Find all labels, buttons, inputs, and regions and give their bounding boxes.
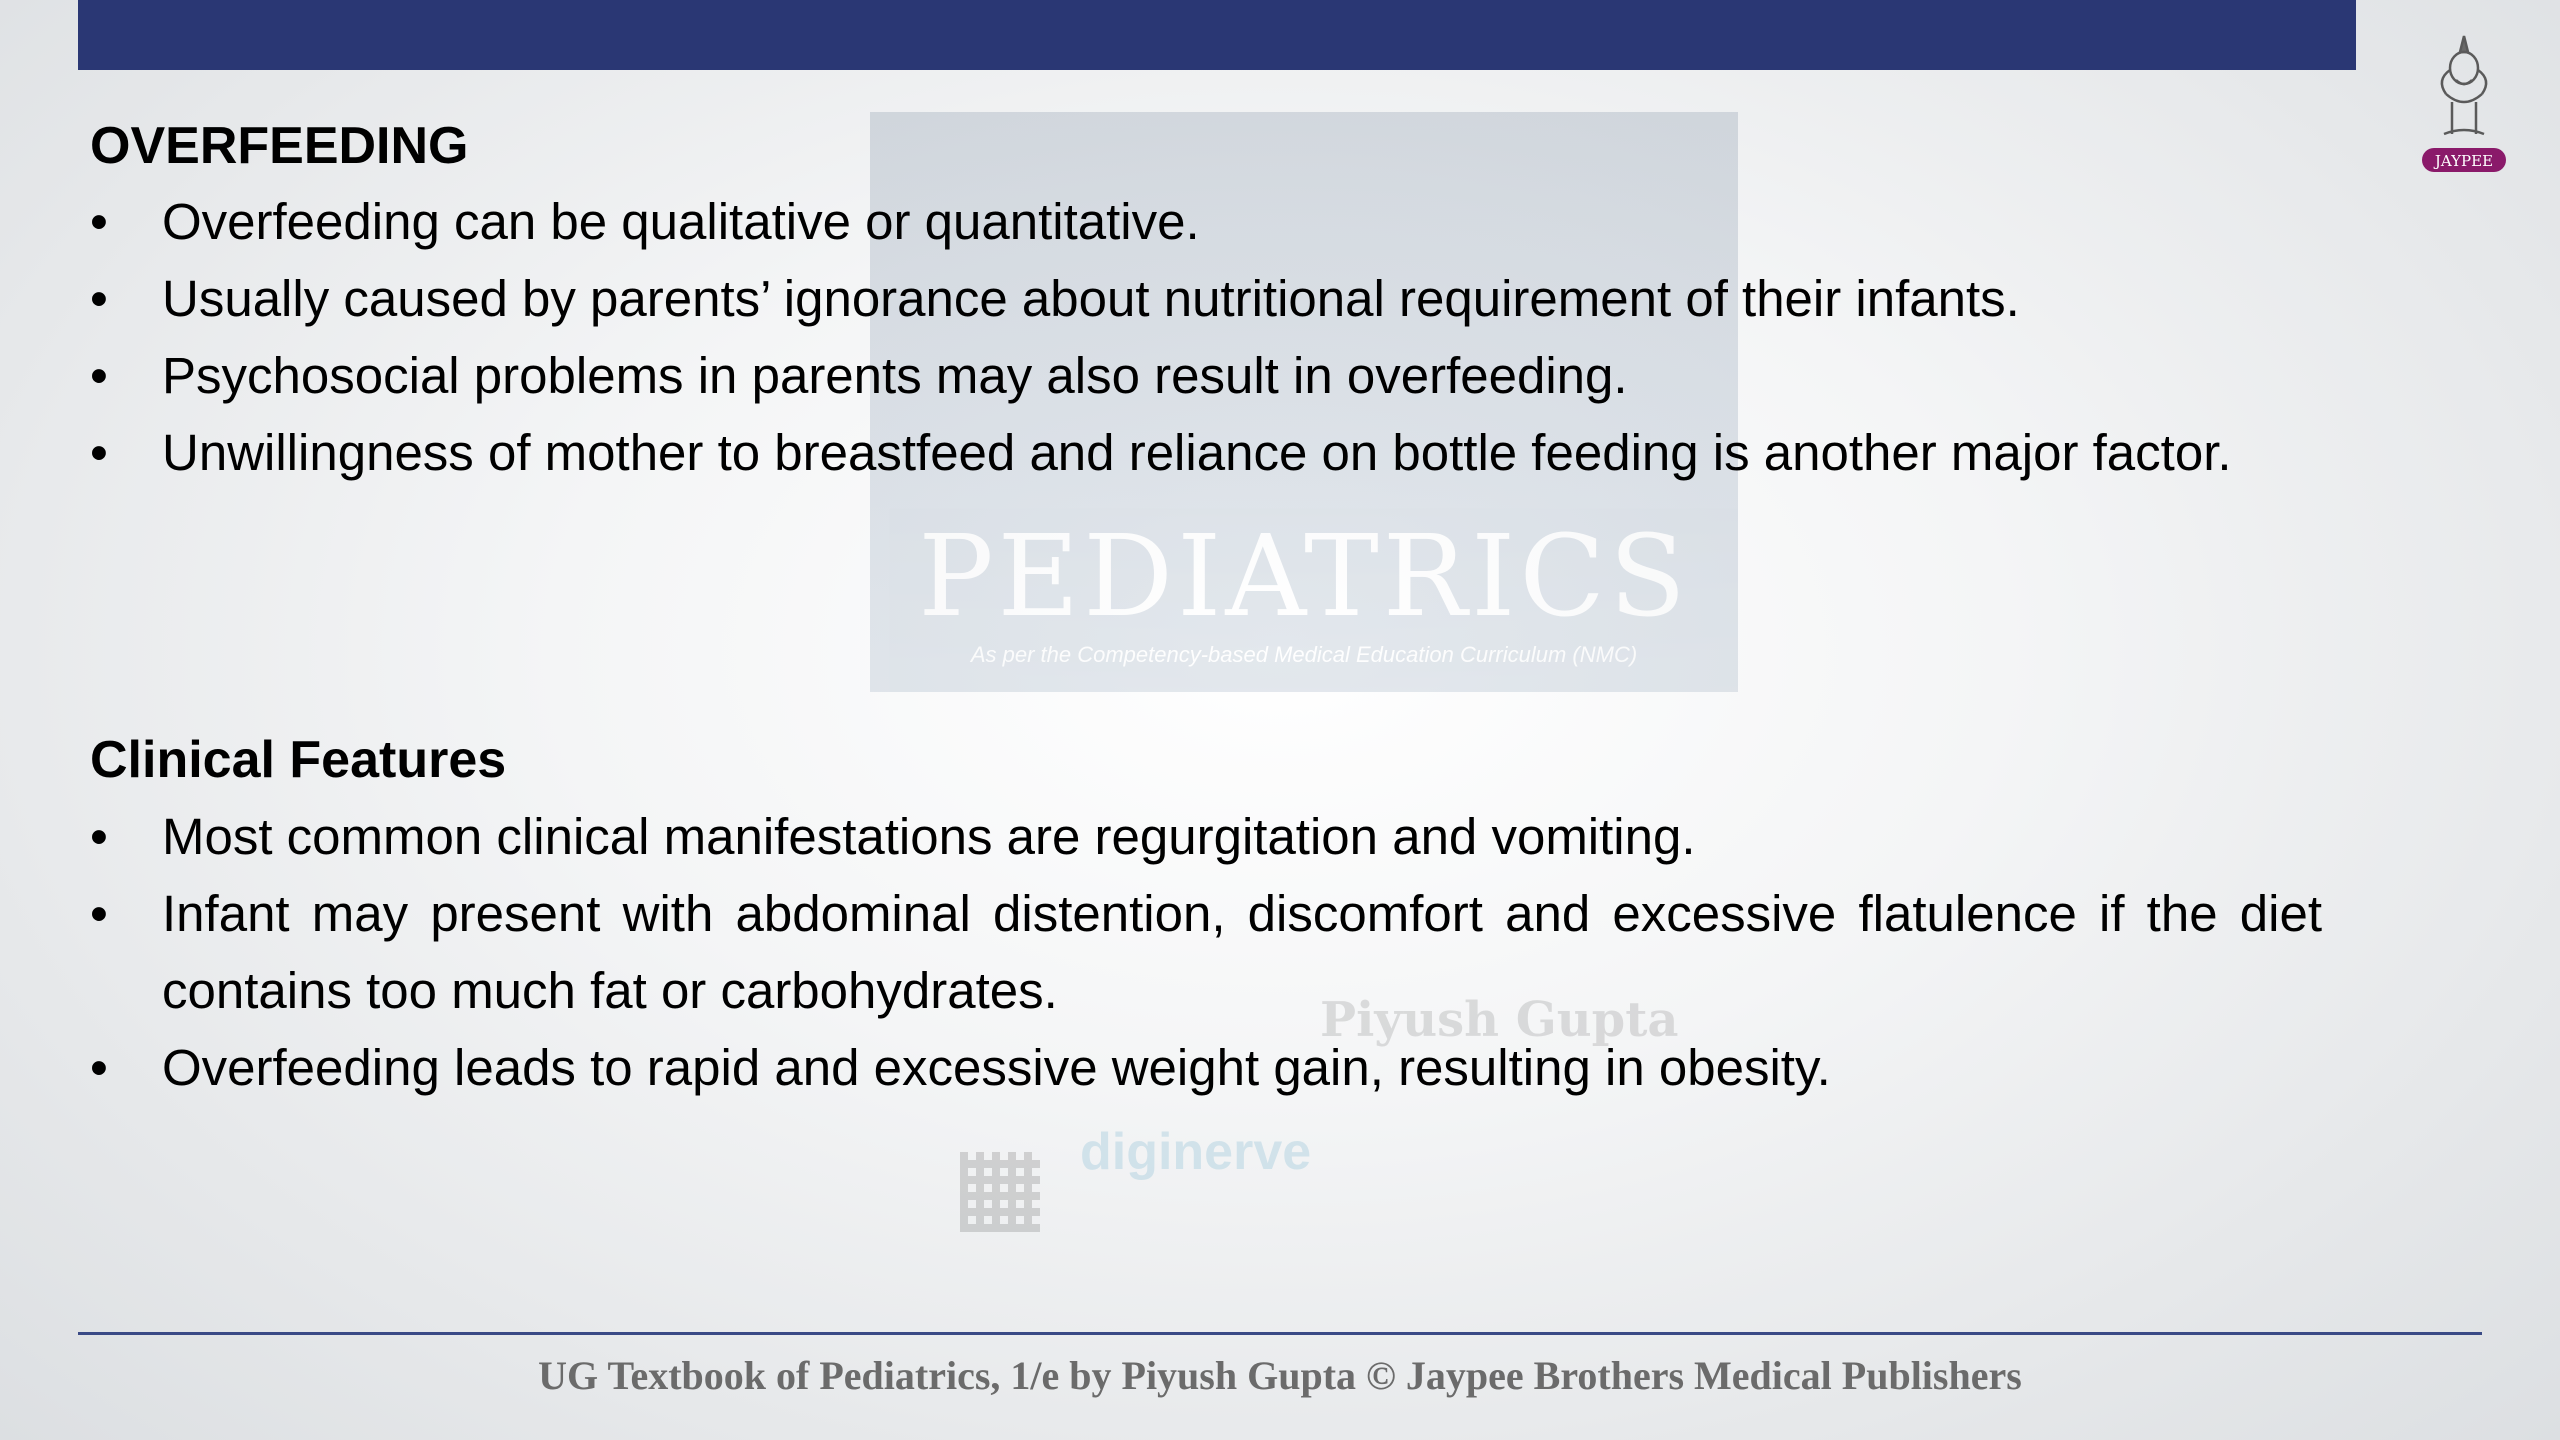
- bullet-icon: •: [90, 885, 108, 942]
- bullet-item: [90, 798, 2322, 875]
- bullet-icon: •: [90, 424, 108, 481]
- bullet-icon: •: [90, 193, 108, 250]
- bullet-text: Usually caused by parents’ ignorance about nutritional requirement of their infants.: [162, 270, 2020, 327]
- bullet-text: Unwillingness of mother to breastfeed and reliance on bottle feeding is another major factor.: [162, 424, 2232, 481]
- bullet-icon: •: [90, 347, 108, 404]
- bullet-icon: •: [90, 808, 108, 865]
- bullet-item: [90, 414, 2322, 491]
- logo-label: JAYPEE: [2434, 152, 2494, 170]
- bullet-item: [90, 260, 2322, 337]
- watermark-subtitle: As per the Competency-based Medical Education Curriculum (NMC): [970, 642, 1638, 667]
- bullet-item: [90, 337, 2322, 414]
- bullet-icon: •: [90, 270, 108, 327]
- bullet-text: Infant may present with abdominal distention, discomfort and excessive flatulence if the diet contains too much fat or carbohydrates.: [162, 885, 2322, 1019]
- section-heading-clinical-features: Clinical Features: [90, 731, 507, 789]
- section-heading-overfeeding: OVERFEEDING: [90, 117, 469, 175]
- bullet-item: [90, 1029, 2322, 1106]
- bullet-icon: •: [90, 1039, 108, 1096]
- footer-copyright: UG Textbook of Pediatrics, 1/e by Piyush Gupta © Jaypee Brothers Medical Publishers: [538, 1353, 2022, 1398]
- bullet-text: Most common clinical manifestations are regurgitation and vomiting.: [162, 808, 1696, 865]
- watermark-title: PEDIATRICS: [918, 512, 1690, 642]
- watermark-brand: diginerve: [1080, 1123, 1312, 1181]
- footer-divider: [78, 1332, 2482, 1335]
- bullet-text: Overfeeding leads to rapid and excessive weight gain, resulting in obesity.: [162, 1039, 1831, 1096]
- overfeeding-bullet-list: [90, 183, 2322, 491]
- bullet-item: [90, 183, 2322, 260]
- clinical-features-bullet-list: [90, 798, 2322, 1106]
- bullet-text: Psychosocial problems in parents may also result in overfeeding.: [162, 347, 1628, 404]
- bullet-text: Overfeeding can be qualitative or quantitative.: [162, 193, 1200, 250]
- bullet-item: [90, 875, 2322, 1029]
- watermark-author: Piyush Gupta: [1320, 992, 1679, 1048]
